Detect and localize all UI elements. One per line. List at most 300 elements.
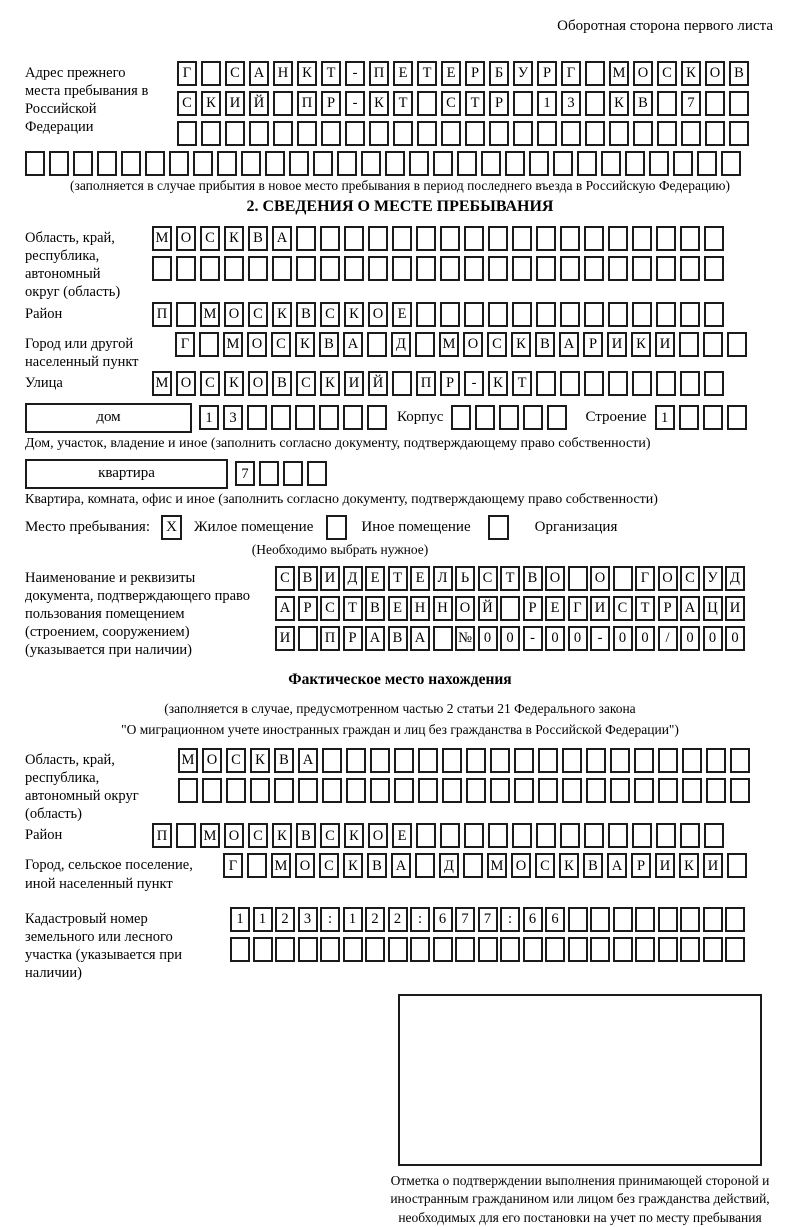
char-cell[interactable]	[464, 226, 484, 251]
char-cell[interactable]	[560, 823, 580, 848]
char-cell[interactable]: -	[345, 61, 365, 86]
char-cell[interactable]	[440, 226, 460, 251]
char-cell[interactable]	[680, 937, 700, 962]
char-cell[interactable]	[440, 256, 460, 281]
char-cell[interactable]	[729, 91, 749, 116]
char-cell[interactable]	[613, 907, 633, 932]
char-cell[interactable]	[656, 823, 676, 848]
char-cell[interactable]: С	[487, 332, 507, 357]
char-cell[interactable]: 0	[500, 626, 520, 651]
char-cell[interactable]: 1	[537, 91, 557, 116]
char-cell[interactable]	[433, 937, 453, 962]
char-cell[interactable]	[343, 405, 363, 430]
char-cell[interactable]: О	[248, 371, 268, 396]
char-cell[interactable]: В	[296, 823, 316, 848]
char-cell[interactable]: Н	[273, 61, 293, 86]
char-cell[interactable]: М	[200, 823, 220, 848]
char-cell[interactable]: А	[391, 853, 411, 878]
char-cell[interactable]: Е	[393, 61, 413, 86]
char-cell[interactable]: О	[511, 853, 531, 878]
char-cell[interactable]	[313, 151, 333, 176]
char-cell[interactable]: 7	[478, 907, 498, 932]
char-cell[interactable]: 6	[433, 907, 453, 932]
char-cell[interactable]	[344, 256, 364, 281]
char-cell[interactable]: Г	[175, 332, 195, 357]
char-cell[interactable]	[634, 778, 654, 803]
char-cell[interactable]	[585, 121, 605, 146]
char-cell[interactable]	[488, 226, 508, 251]
char-cell[interactable]	[49, 151, 69, 176]
char-cell[interactable]: А	[607, 853, 627, 878]
char-cell[interactable]: С	[319, 853, 339, 878]
char-cell[interactable]	[441, 121, 461, 146]
char-cell[interactable]	[265, 151, 285, 176]
char-cell[interactable]: А	[559, 332, 579, 357]
char-cell[interactable]	[680, 256, 700, 281]
char-cell[interactable]	[512, 226, 532, 251]
char-cell[interactable]: Т	[343, 596, 363, 621]
char-cell[interactable]: О	[176, 226, 196, 251]
char-cell[interactable]: 1	[199, 405, 219, 430]
char-cell[interactable]	[608, 823, 628, 848]
char-cell[interactable]	[673, 151, 693, 176]
char-cell[interactable]	[298, 626, 318, 651]
char-cell[interactable]: В	[274, 748, 294, 773]
char-cell[interactable]	[538, 748, 558, 773]
char-cell[interactable]	[464, 823, 484, 848]
char-cell[interactable]	[679, 405, 699, 430]
char-cell[interactable]	[706, 778, 726, 803]
char-cell[interactable]	[514, 778, 534, 803]
char-cell[interactable]	[488, 823, 508, 848]
char-cell[interactable]	[394, 778, 414, 803]
char-cell[interactable]: 7	[455, 907, 475, 932]
char-cell[interactable]	[418, 778, 438, 803]
char-cell[interactable]: Т	[388, 566, 408, 591]
char-cell[interactable]	[463, 853, 483, 878]
char-cell[interactable]	[613, 937, 633, 962]
char-cell[interactable]	[298, 778, 318, 803]
char-cell[interactable]: К	[272, 823, 292, 848]
char-cell[interactable]: С	[320, 302, 340, 327]
char-cell[interactable]: И	[320, 566, 340, 591]
char-cell[interactable]: К	[344, 823, 364, 848]
char-cell[interactable]	[25, 151, 45, 176]
char-cell[interactable]: А	[343, 332, 363, 357]
char-cell[interactable]	[590, 907, 610, 932]
char-cell[interactable]	[369, 121, 389, 146]
char-cell[interactable]	[577, 151, 597, 176]
char-cell[interactable]: О	[295, 853, 315, 878]
char-cell[interactable]	[464, 256, 484, 281]
char-cell[interactable]: 3	[298, 907, 318, 932]
char-cell[interactable]	[489, 121, 509, 146]
char-cell[interactable]: Р	[440, 371, 460, 396]
char-cell[interactable]: И	[703, 853, 723, 878]
char-cell[interactable]: К	[488, 371, 508, 396]
char-cell[interactable]	[225, 121, 245, 146]
char-cell[interactable]: С	[271, 332, 291, 357]
char-cell[interactable]	[283, 461, 303, 486]
char-cell[interactable]: В	[296, 302, 316, 327]
char-cell[interactable]	[176, 302, 196, 327]
char-cell[interactable]	[248, 256, 268, 281]
char-cell[interactable]: :	[320, 907, 340, 932]
char-cell[interactable]: 0	[545, 626, 565, 651]
char-cell[interactable]: С	[275, 566, 295, 591]
char-cell[interactable]: О	[463, 332, 483, 357]
char-cell[interactable]: О	[633, 61, 653, 86]
char-cell[interactable]	[729, 121, 749, 146]
char-cell[interactable]	[295, 405, 315, 430]
char-cell[interactable]: -	[590, 626, 610, 651]
char-cell[interactable]	[247, 405, 267, 430]
char-cell[interactable]: 3	[561, 91, 581, 116]
checkbox-residential[interactable]: X	[161, 515, 182, 540]
char-cell[interactable]: А	[275, 596, 295, 621]
char-cell[interactable]	[478, 937, 498, 962]
char-cell[interactable]: К	[297, 61, 317, 86]
char-cell[interactable]	[370, 748, 390, 773]
char-cell[interactable]: Й	[249, 91, 269, 116]
char-cell[interactable]: Ц	[703, 596, 723, 621]
char-cell[interactable]	[121, 151, 141, 176]
char-cell[interactable]: М	[487, 853, 507, 878]
char-cell[interactable]	[176, 823, 196, 848]
char-cell[interactable]	[705, 91, 725, 116]
char-cell[interactable]: Т	[417, 61, 437, 86]
char-cell[interactable]: Л	[433, 566, 453, 591]
char-cell[interactable]	[705, 121, 725, 146]
char-cell[interactable]: В	[523, 566, 543, 591]
char-cell[interactable]: М	[200, 302, 220, 327]
char-cell[interactable]: Р	[465, 61, 485, 86]
char-cell[interactable]	[466, 748, 486, 773]
char-cell[interactable]	[730, 748, 750, 773]
char-cell[interactable]	[505, 151, 525, 176]
char-cell[interactable]	[658, 778, 678, 803]
char-cell[interactable]	[658, 937, 678, 962]
char-cell[interactable]: О	[202, 748, 222, 773]
char-cell[interactable]	[201, 61, 221, 86]
char-cell[interactable]: С	[248, 302, 268, 327]
char-cell[interactable]	[307, 461, 327, 486]
char-cell[interactable]	[500, 596, 520, 621]
char-cell[interactable]	[247, 853, 267, 878]
char-cell[interactable]	[635, 937, 655, 962]
char-cell[interactable]: К	[272, 302, 292, 327]
char-cell[interactable]	[275, 937, 295, 962]
char-cell[interactable]: Р	[298, 596, 318, 621]
char-cell[interactable]: С	[200, 226, 220, 251]
char-cell[interactable]: В	[729, 61, 749, 86]
char-cell[interactable]	[545, 937, 565, 962]
char-cell[interactable]	[345, 121, 365, 146]
char-cell[interactable]	[392, 371, 412, 396]
char-cell[interactable]	[523, 937, 543, 962]
char-cell[interactable]	[584, 302, 604, 327]
char-cell[interactable]	[514, 748, 534, 773]
char-cell[interactable]: П	[152, 302, 172, 327]
char-cell[interactable]: А	[249, 61, 269, 86]
char-cell[interactable]	[393, 121, 413, 146]
char-cell[interactable]	[320, 937, 340, 962]
char-cell[interactable]	[466, 778, 486, 803]
char-cell[interactable]	[320, 256, 340, 281]
char-cell[interactable]	[704, 823, 724, 848]
char-cell[interactable]	[440, 302, 460, 327]
char-cell[interactable]: У	[513, 61, 533, 86]
char-cell[interactable]: В	[365, 596, 385, 621]
char-cell[interactable]: Г	[568, 596, 588, 621]
char-cell[interactable]	[271, 405, 291, 430]
char-cell[interactable]: Р	[321, 91, 341, 116]
char-cell[interactable]: К	[295, 332, 315, 357]
char-cell[interactable]: В	[583, 853, 603, 878]
char-cell[interactable]	[553, 151, 573, 176]
char-cell[interactable]	[410, 937, 430, 962]
char-cell[interactable]	[440, 823, 460, 848]
char-cell[interactable]: -	[464, 371, 484, 396]
char-cell[interactable]	[608, 371, 628, 396]
char-cell[interactable]	[416, 302, 436, 327]
char-cell[interactable]	[634, 748, 654, 773]
char-cell[interactable]	[322, 778, 342, 803]
char-cell[interactable]	[560, 226, 580, 251]
char-cell[interactable]	[273, 121, 293, 146]
char-cell[interactable]	[610, 778, 630, 803]
char-cell[interactable]	[320, 226, 340, 251]
char-cell[interactable]: И	[344, 371, 364, 396]
char-cell[interactable]	[152, 256, 172, 281]
char-cell[interactable]	[490, 778, 510, 803]
char-cell[interactable]: П	[297, 91, 317, 116]
char-cell[interactable]: Е	[392, 823, 412, 848]
char-cell[interactable]	[682, 748, 702, 773]
char-cell[interactable]	[394, 748, 414, 773]
char-cell[interactable]: К	[201, 91, 221, 116]
char-cell[interactable]	[455, 937, 475, 962]
char-cell[interactable]	[512, 302, 532, 327]
char-cell[interactable]: С	[320, 823, 340, 848]
char-cell[interactable]	[560, 256, 580, 281]
char-cell[interactable]: О	[590, 566, 610, 591]
char-cell[interactable]: Н	[433, 596, 453, 621]
char-cell[interactable]	[635, 907, 655, 932]
char-cell[interactable]: С	[226, 748, 246, 773]
char-cell[interactable]: С	[320, 596, 340, 621]
char-cell[interactable]: П	[320, 626, 340, 651]
char-cell[interactable]	[512, 823, 532, 848]
char-cell[interactable]: -	[345, 91, 365, 116]
char-cell[interactable]	[296, 226, 316, 251]
char-cell[interactable]: В	[367, 853, 387, 878]
char-cell[interactable]: М	[223, 332, 243, 357]
char-cell[interactable]: У	[703, 566, 723, 591]
char-cell[interactable]: О	[658, 566, 678, 591]
char-cell[interactable]	[725, 907, 745, 932]
char-cell[interactable]	[388, 937, 408, 962]
char-cell[interactable]	[680, 907, 700, 932]
char-cell[interactable]	[500, 937, 520, 962]
char-cell[interactable]: С	[478, 566, 498, 591]
char-cell[interactable]	[727, 405, 747, 430]
char-cell[interactable]	[658, 907, 678, 932]
char-cell[interactable]: Ь	[455, 566, 475, 591]
char-cell[interactable]	[296, 256, 316, 281]
char-cell[interactable]	[442, 748, 462, 773]
char-cell[interactable]	[433, 626, 453, 651]
char-cell[interactable]: А	[272, 226, 292, 251]
char-cell[interactable]: К	[609, 91, 629, 116]
char-cell[interactable]: С	[225, 61, 245, 86]
char-cell[interactable]	[178, 778, 198, 803]
char-cell[interactable]: Т	[465, 91, 485, 116]
char-cell[interactable]	[703, 937, 723, 962]
char-cell[interactable]: Г	[561, 61, 581, 86]
char-cell[interactable]: Г	[223, 853, 243, 878]
char-cell[interactable]	[704, 371, 724, 396]
char-cell[interactable]: Е	[545, 596, 565, 621]
char-cell[interactable]: 3	[223, 405, 243, 430]
char-cell[interactable]	[513, 121, 533, 146]
char-cell[interactable]: Е	[388, 596, 408, 621]
char-cell[interactable]	[704, 226, 724, 251]
char-cell[interactable]: Г	[635, 566, 655, 591]
char-cell[interactable]: И	[225, 91, 245, 116]
char-cell[interactable]: И	[275, 626, 295, 651]
char-cell[interactable]: К	[369, 91, 389, 116]
char-cell[interactable]	[584, 371, 604, 396]
char-cell[interactable]	[682, 778, 702, 803]
char-cell[interactable]: Й	[478, 596, 498, 621]
char-cell[interactable]	[697, 151, 717, 176]
char-cell[interactable]: №	[455, 626, 475, 651]
char-cell[interactable]	[562, 748, 582, 773]
char-cell[interactable]	[367, 332, 387, 357]
char-cell[interactable]	[560, 371, 580, 396]
char-cell[interactable]	[272, 256, 292, 281]
char-cell[interactable]	[169, 151, 189, 176]
char-cell[interactable]	[730, 778, 750, 803]
char-cell[interactable]: С	[177, 91, 197, 116]
char-cell[interactable]: К	[344, 302, 364, 327]
char-cell[interactable]	[442, 778, 462, 803]
char-cell[interactable]	[415, 332, 435, 357]
char-cell[interactable]	[584, 256, 604, 281]
char-cell[interactable]	[409, 151, 429, 176]
char-cell[interactable]: И	[590, 596, 610, 621]
char-cell[interactable]: 1	[343, 907, 363, 932]
char-cell[interactable]	[727, 332, 747, 357]
char-cell[interactable]: О	[545, 566, 565, 591]
char-cell[interactable]: 2	[275, 907, 295, 932]
char-cell[interactable]: 2	[388, 907, 408, 932]
char-cell[interactable]: К	[224, 226, 244, 251]
char-cell[interactable]: П	[369, 61, 389, 86]
checkbox-other-premises[interactable]	[326, 515, 347, 540]
char-cell[interactable]: О	[455, 596, 475, 621]
char-cell[interactable]	[560, 302, 580, 327]
char-cell[interactable]	[704, 256, 724, 281]
char-cell[interactable]: Г	[177, 61, 197, 86]
char-cell[interactable]	[319, 405, 339, 430]
char-cell[interactable]	[499, 405, 519, 430]
char-cell[interactable]: 0	[725, 626, 745, 651]
char-cell[interactable]	[226, 778, 246, 803]
char-cell[interactable]: О	[224, 823, 244, 848]
char-cell[interactable]	[344, 226, 364, 251]
char-cell[interactable]	[513, 91, 533, 116]
char-cell[interactable]	[224, 256, 244, 281]
char-cell[interactable]	[727, 853, 747, 878]
char-cell[interactable]	[613, 566, 633, 591]
char-cell[interactable]	[680, 371, 700, 396]
char-cell[interactable]	[416, 256, 436, 281]
char-cell[interactable]	[536, 226, 556, 251]
char-cell[interactable]: С	[296, 371, 316, 396]
char-cell[interactable]	[568, 566, 588, 591]
char-cell[interactable]	[680, 302, 700, 327]
char-cell[interactable]	[657, 121, 677, 146]
char-cell[interactable]: Р	[537, 61, 557, 86]
char-cell[interactable]	[703, 405, 723, 430]
char-cell[interactable]	[230, 937, 250, 962]
char-cell[interactable]: Р	[658, 596, 678, 621]
char-cell[interactable]	[608, 226, 628, 251]
char-cell[interactable]: С	[441, 91, 461, 116]
char-cell[interactable]	[704, 302, 724, 327]
char-cell[interactable]	[632, 823, 652, 848]
char-cell[interactable]: М	[178, 748, 198, 773]
char-cell[interactable]: К	[631, 332, 651, 357]
char-cell[interactable]: И	[655, 332, 675, 357]
char-cell[interactable]: -	[523, 626, 543, 651]
char-cell[interactable]	[274, 778, 294, 803]
char-cell[interactable]	[632, 256, 652, 281]
char-cell[interactable]	[433, 151, 453, 176]
char-cell[interactable]: П	[416, 371, 436, 396]
char-cell[interactable]	[585, 91, 605, 116]
char-cell[interactable]	[584, 823, 604, 848]
char-cell[interactable]	[608, 302, 628, 327]
char-cell[interactable]	[464, 302, 484, 327]
char-cell[interactable]: М	[152, 371, 172, 396]
char-cell[interactable]: О	[176, 371, 196, 396]
char-cell[interactable]: И	[655, 853, 675, 878]
char-cell[interactable]	[657, 91, 677, 116]
char-cell[interactable]: К	[679, 853, 699, 878]
char-cell[interactable]: С	[248, 823, 268, 848]
char-cell[interactable]: Д	[725, 566, 745, 591]
char-cell[interactable]	[656, 226, 676, 251]
char-cell[interactable]	[536, 823, 556, 848]
char-cell[interactable]	[273, 91, 293, 116]
char-cell[interactable]	[609, 121, 629, 146]
char-cell[interactable]	[145, 151, 165, 176]
char-cell[interactable]	[632, 371, 652, 396]
char-cell[interactable]	[547, 405, 567, 430]
checkbox-organization[interactable]	[488, 515, 509, 540]
char-cell[interactable]: О	[247, 332, 267, 357]
char-cell[interactable]: 2	[365, 907, 385, 932]
char-cell[interactable]	[706, 748, 726, 773]
char-cell[interactable]	[346, 778, 366, 803]
char-cell[interactable]	[193, 151, 213, 176]
char-cell[interactable]: :	[500, 907, 520, 932]
char-cell[interactable]: Р	[631, 853, 651, 878]
char-cell[interactable]: 6	[545, 907, 565, 932]
